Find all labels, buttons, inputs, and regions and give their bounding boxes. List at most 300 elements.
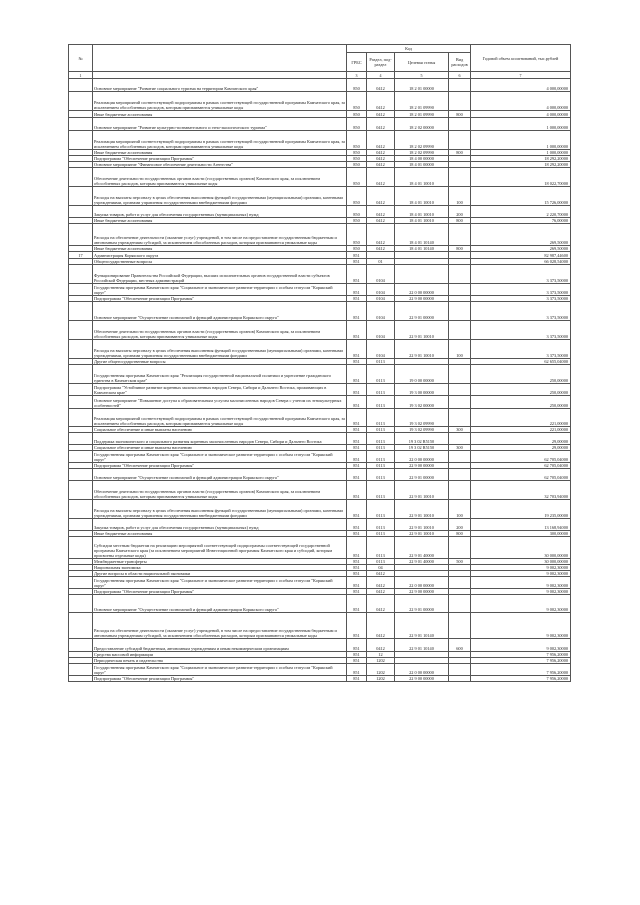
row-name: Иные бюджетные ассигнования — [93, 531, 347, 537]
row-vr — [449, 676, 471, 682]
row-sum: 15 726,00000 — [471, 187, 571, 206]
row-vr: 100 — [449, 340, 471, 359]
row-razdel: 0104 — [367, 340, 395, 359]
row-csr: 18 4 01 10140 — [395, 224, 449, 246]
row-grbs: 851 — [347, 259, 367, 265]
header-csr: Целевая статья — [395, 53, 449, 72]
row-vr — [449, 131, 471, 150]
row-razdel: 0412 — [367, 118, 395, 131]
row-csr: 18 4 01 10010 — [395, 218, 449, 224]
row-name: Межбюджетные трансферты — [93, 559, 347, 565]
row-vr: 200 — [449, 519, 471, 531]
table-row — [69, 224, 571, 246]
row-grbs: 851 — [347, 409, 367, 427]
row-sum: 18 292,20000 — [471, 156, 571, 162]
row-razdel: 0104 — [367, 284, 395, 296]
row-csr: 22 0 00 00000 — [395, 664, 449, 676]
row-vr: 800 — [449, 150, 471, 156]
row-name: Расходы на обеспечение деятельности (оказание услуг) учреждений, в том числе на предоставление государственным бюджетным и автономным учреждениям субсидий, за исключением обособленных расходов, которым присваиваются уникальные коды — [93, 224, 347, 246]
row-name: Иные бюджетные ассигнования — [93, 218, 347, 224]
row-sum: 30 000,00000 — [471, 559, 571, 565]
row-sum: 250,00000 — [471, 365, 571, 384]
row-sum: 9 002,30000 — [471, 595, 571, 613]
row-csr: 19 3 02 09990 — [395, 427, 449, 433]
row-name: Основное мероприятие "Финансовое обеспечение деятельности Агентства" — [93, 162, 347, 168]
row-name: Подпрограмма "Устойчивое развитие коренных малочисленных народов Севера, Сибири и Дальнего Востока, проживающих в Камчатском крае" — [93, 384, 347, 396]
row-razdel: 0412 — [367, 595, 395, 613]
row-name: Подпрограмма "Обеспечение реализации Программы" — [93, 589, 347, 595]
table-row — [69, 481, 571, 500]
row-number — [69, 451, 93, 463]
row-csr: 18 2 02 09990 — [395, 150, 449, 156]
table-row — [69, 537, 571, 559]
row-number — [69, 79, 93, 92]
row-grbs: 851 — [347, 577, 367, 589]
row-name: Государственная программа Камчатского края "Социальное и экономическое развитие территории с особым статусом "Корякский округ" — [93, 577, 347, 589]
table-row — [69, 519, 571, 531]
row-csr: 22 9 01 10010 — [395, 340, 449, 359]
row-name: Основное мероприятие "Развитие культурно-познавательного и этно-экологического туризма" — [93, 118, 347, 131]
row-vr: 800 — [449, 111, 471, 118]
row-razdel: 0113 — [367, 409, 395, 427]
row-csr: 22 9 01 10140 — [395, 639, 449, 652]
table-row — [69, 118, 571, 131]
row-razdel: 0412 — [367, 162, 395, 168]
row-csr: 19 3 02 00000 — [395, 396, 449, 409]
table-row — [69, 595, 571, 613]
row-sum: 9 002,30000 — [471, 577, 571, 589]
row-vr — [449, 537, 471, 559]
row-sum: 9 002,30000 — [471, 613, 571, 639]
header-num-3: 3 — [347, 72, 367, 79]
row-razdel: 0113 — [367, 559, 395, 565]
row-csr: 22 9 00 00000 — [395, 296, 449, 302]
header-sum: Годовой объем ассигнований, тыс.рублей — [471, 45, 571, 72]
row-grbs: 851 — [347, 302, 367, 321]
row-number: 17 — [69, 252, 93, 259]
row-vr — [449, 409, 471, 427]
row-sum: 2 220,70000 — [471, 206, 571, 218]
row-grbs: 851 — [347, 396, 367, 409]
row-number — [69, 396, 93, 409]
row-csr: 22 9 01 00000 — [395, 595, 449, 613]
row-razdel: 0113 — [367, 365, 395, 384]
row-razdel: 1202 — [367, 676, 395, 682]
row-razdel: 0104 — [367, 296, 395, 302]
row-number — [69, 676, 93, 682]
row-vr — [449, 321, 471, 340]
table-row — [69, 302, 571, 321]
row-grbs: 851 — [347, 500, 367, 519]
row-sum: 250,00000 — [471, 384, 571, 396]
row-razdel: 0412 — [367, 150, 395, 156]
row-name: Функционирование Правительства Российской Федерации, высших исполнительных органов государственной власти субъектов Российской Федерации, местных администраций — [93, 265, 347, 284]
row-csr: 19 3 00 00000 — [395, 384, 449, 396]
row-sum: 29,00000 — [471, 433, 571, 445]
row-razdel: 0412 — [367, 206, 395, 218]
row-razdel: 0113 — [367, 463, 395, 469]
table-row — [69, 676, 571, 682]
budget-table-body — [69, 79, 571, 682]
row-grbs: 850 — [347, 224, 367, 246]
row-csr — [395, 252, 449, 259]
row-razdel: 0113 — [367, 427, 395, 433]
header-name — [93, 45, 347, 72]
row-razdel: 0412 — [367, 577, 395, 589]
row-vr — [449, 168, 471, 187]
row-number — [69, 639, 93, 652]
header-row — [69, 45, 571, 53]
row-csr: 22 9 01 40000 — [395, 537, 449, 559]
row-razdel: 0113 — [367, 519, 395, 531]
row-name: Субсидии местным бюджетам на реализацию мероприятий соответствующей подпрограммы соответствующей государственной программы Камчатского края (за исключением мероприятий Инвестиционной программы Камчатского края и субсидий, которым присвоены отдельные коды) — [93, 537, 347, 559]
row-grbs: 851 — [347, 321, 367, 340]
row-csr: 22 9 00 00000 — [395, 676, 449, 682]
row-name: Основное мероприятие "Повышение доступа к образовательным услугам малочисленных народов Севера с учетом их этнокультурных особенностей" — [93, 396, 347, 409]
row-razdel: 0412 — [367, 111, 395, 118]
row-name: Реализация мероприятий соответствующей подпрограммы в рамках соответствующей государственной программы Камчатского края, за исключением обособленных расходов, которым присваиваются уникальные коды — [93, 131, 347, 150]
row-name: Основное мероприятие "Осуществление полномочий и функций администрации Корякского округа" — [93, 595, 347, 613]
row-sum: 7 956,20000 — [471, 676, 571, 682]
row-csr: 19 3 02 R5150 — [395, 433, 449, 445]
row-name: Социальное обеспечение и иные выплаты населению — [93, 445, 347, 451]
row-razdel: 0113 — [367, 469, 395, 481]
row-grbs: 851 — [347, 252, 367, 259]
row-sum: 300,00000 — [471, 531, 571, 537]
row-number — [69, 365, 93, 384]
row-csr: 18 2 01 09990 — [395, 111, 449, 118]
row-vr: 200 — [449, 206, 471, 218]
row-razdel: 0412 — [367, 131, 395, 150]
row-vr: 100 — [449, 187, 471, 206]
row-number — [69, 224, 93, 246]
row-razdel: 0113 — [367, 481, 395, 500]
table-row — [69, 252, 571, 259]
header-num-1: 1 — [69, 72, 93, 79]
row-name: Подпрограмма "Обеспечение реализации Программы" — [93, 296, 347, 302]
row-number — [69, 111, 93, 118]
row-name: Средства массовой информации — [93, 652, 347, 658]
row-name: Обеспечение деятельности государственных органов власти (государственных органов) Камчатского края, за исключением обособленных расходов, которым присваиваются уникальные коды — [93, 321, 347, 340]
row-razdel: 12 — [367, 652, 395, 658]
row-name: Расходы на выплаты персоналу в целях обеспечения выполнения функций государственными (муниципальными) органами, казенными учреждениями, органами управления государственными внебюджетными фондами — [93, 340, 347, 359]
row-grbs: 851 — [347, 639, 367, 652]
row-name: Предоставление субсидий бюджетным, автономным учреждениям и иным некоммерческим организациям — [93, 639, 347, 652]
table-row — [69, 500, 571, 519]
row-sum: 29,00000 — [471, 445, 571, 451]
row-number — [69, 613, 93, 639]
row-sum: 18 292,20000 — [471, 162, 571, 168]
table-row — [69, 168, 571, 187]
row-grbs: 850 — [347, 206, 367, 218]
row-csr: 22 0 00 00000 — [395, 577, 449, 589]
row-csr: 18 2 02 00000 — [395, 118, 449, 131]
row-razdel: 0104 — [367, 321, 395, 340]
row-name: Другие вопросы в области национальной экономики — [93, 571, 347, 577]
row-csr: 18 2 01 09990 — [395, 92, 449, 111]
row-grbs: 850 — [347, 218, 367, 224]
row-grbs: 850 — [347, 246, 367, 252]
row-sum: 7 956,20000 — [471, 658, 571, 664]
table-row — [69, 451, 571, 463]
row-csr: 22 9 01 10010 — [395, 481, 449, 500]
row-name: Расходы на обеспечение деятельности (оказание услуг) учреждений, в том числе на предоставление государственным бюджетным и автономным учреждениям субсидий, за исключением обособленных расходов, которым присваиваются уникальные коды — [93, 613, 347, 639]
header-num-4: 4 — [367, 72, 395, 79]
row-razdel: 0412 — [367, 224, 395, 246]
row-vr — [449, 365, 471, 384]
row-name: Закупка товаров, работ и услуг для обеспечения государственных (муниципальных) нужд — [93, 206, 347, 218]
row-grbs: 851 — [347, 463, 367, 469]
row-grbs: 851 — [347, 613, 367, 639]
row-number — [69, 302, 93, 321]
row-razdel: 0113 — [367, 445, 395, 451]
row-number — [69, 168, 93, 187]
row-grbs: 851 — [347, 359, 367, 365]
row-grbs: 851 — [347, 537, 367, 559]
row-razdel: 1202 — [367, 658, 395, 664]
row-sum: 62 705,04000 — [471, 451, 571, 463]
row-razdel: 0412 — [367, 246, 395, 252]
row-grbs: 851 — [347, 658, 367, 664]
table-row — [69, 396, 571, 409]
table-row — [69, 265, 571, 284]
row-name: Подпрограмма "Обеспечение реализации Программы" — [93, 463, 347, 469]
row-sum: 4 000,00000 — [471, 92, 571, 111]
row-sum: 62 705,04000 — [471, 463, 571, 469]
table-row — [69, 111, 571, 118]
header-number-row — [69, 72, 571, 79]
row-number — [69, 284, 93, 296]
row-number — [69, 469, 93, 481]
row-csr: 22 9 00 00000 — [395, 463, 449, 469]
row-name: Поддержка экономического и социального развития коренных малочисленных народов Севера, Сибири и Дальнего Востока — [93, 433, 347, 445]
row-razdel: 0412 — [367, 218, 395, 224]
row-vr — [449, 302, 471, 321]
row-number — [69, 481, 93, 500]
row-grbs: 850 — [347, 162, 367, 168]
row-csr: 22 9 00 00000 — [395, 589, 449, 595]
row-vr — [449, 613, 471, 639]
row-name: Обеспечение деятельности государственных органов власти (государственных органов) Камчатского края, за исключением обособленных расходов, которым присваиваются уникальные коды — [93, 481, 347, 500]
row-number — [69, 433, 93, 445]
row-csr: 22 9 01 10010 — [395, 500, 449, 519]
row-grbs: 850 — [347, 187, 367, 206]
row-sum: 62 705,04000 — [471, 469, 571, 481]
row-name: Государственная программа Камчатского края "Реализация государственной национальной политики и укрепление гражданского единства в Камчатском крае" — [93, 365, 347, 384]
row-csr: 22 9 01 00000 — [395, 302, 449, 321]
row-name: Основное мероприятие "Осуществление полномочий и функций администрации Корякского округа" — [93, 302, 347, 321]
budget-table-sheet — [68, 44, 570, 682]
row-name: Иные бюджетные ассигнования — [93, 111, 347, 118]
row-sum: 4 000,00000 — [471, 79, 571, 92]
row-grbs: 851 — [347, 565, 367, 571]
row-sum: 3 373,50000 — [471, 302, 571, 321]
row-sum: 9 002,30000 — [471, 565, 571, 571]
header-grbs: ГРБС — [347, 53, 367, 72]
row-grbs: 851 — [347, 519, 367, 531]
row-sum: 30 000,00000 — [471, 537, 571, 559]
row-razdel: 0412 — [367, 589, 395, 595]
header-code-group: Код — [347, 45, 471, 53]
row-sum: 9 002,30000 — [471, 589, 571, 595]
row-sum: 32 703,94000 — [471, 481, 571, 500]
row-sum: 66 028,54000 — [471, 259, 571, 265]
row-name: Основное мероприятие "Осуществление полномочий и функций администрации Корякского округа" — [93, 469, 347, 481]
table-row — [69, 79, 571, 92]
row-number — [69, 577, 93, 589]
table-row — [69, 92, 571, 111]
row-name: Государственная программа Камчатского края "Социальное и экономическое развитие территории с особым статусом "Корякский округ" — [93, 284, 347, 296]
row-razdel: 0412 — [367, 187, 395, 206]
row-razdel: 0412 — [367, 92, 395, 111]
row-grbs: 851 — [347, 384, 367, 396]
row-csr: 22 9 01 00000 — [395, 469, 449, 481]
row-number — [69, 409, 93, 427]
row-csr: 22 9 01 10010 — [395, 321, 449, 340]
row-sum: 3 373,50000 — [471, 340, 571, 359]
row-grbs: 850 — [347, 111, 367, 118]
row-vr: 800 — [449, 531, 471, 537]
table-row — [69, 340, 571, 359]
row-name: Администрация Корякского округа — [93, 252, 347, 259]
row-name: Периодическая печать и издательства — [93, 658, 347, 664]
table-row — [69, 577, 571, 589]
row-razdel — [367, 252, 395, 259]
row-csr: 22 0 00 00000 — [395, 284, 449, 296]
row-grbs: 851 — [347, 664, 367, 676]
row-name: Иные бюджетные ассигнования — [93, 150, 347, 156]
row-sum: 3 373,50000 — [471, 284, 571, 296]
table-row — [69, 187, 571, 206]
row-vr: 500 — [449, 559, 471, 565]
row-vr — [449, 469, 471, 481]
row-sum: 7 956,20000 — [471, 652, 571, 658]
header-razdel: Раздел, под-раздел — [367, 53, 395, 72]
row-grbs: 851 — [347, 365, 367, 384]
row-razdel: 0412 — [367, 639, 395, 652]
row-number — [69, 500, 93, 519]
row-name: Расходы на выплаты персоналу в целях обеспечения выполнения функций государственными (муниципальными) органами, казенными учреждениями, органами управления государственными внебюджетными фондами — [93, 500, 347, 519]
row-vr — [449, 79, 471, 92]
row-sum: 1 000,00000 — [471, 150, 571, 156]
row-vr: 300 — [449, 445, 471, 451]
row-razdel: 0113 — [367, 537, 395, 559]
table-row — [69, 284, 571, 296]
row-name: Основное мероприятие "Развитие социального туризма на территории Камчатского края" — [93, 79, 347, 92]
row-sum: 1 000,00000 — [471, 118, 571, 131]
row-vr: 600 — [449, 639, 471, 652]
table-row — [69, 206, 571, 218]
row-sum: 62 655,04000 — [471, 359, 571, 365]
row-name: Реализация мероприятий соответствующей подпрограммы в рамках соответствующей государственной программы Камчатского края, за исключением обособленных расходов, которым присваиваются уникальные коды — [93, 409, 347, 427]
row-grbs: 850 — [347, 168, 367, 187]
row-grbs: 850 — [347, 92, 367, 111]
row-grbs: 851 — [347, 652, 367, 658]
row-grbs: 851 — [347, 427, 367, 433]
row-vr — [449, 577, 471, 589]
row-vr — [449, 265, 471, 284]
row-sum: 76,00000 — [471, 218, 571, 224]
row-razdel: 0113 — [367, 359, 395, 365]
row-razdel: 0412 — [367, 613, 395, 639]
row-name: Обеспечение деятельности государственных органов власти (государственных органов) Камчатского края, за исключением обособленных расходов, которым присваиваются уникальные коды — [93, 168, 347, 187]
row-sum: 7 956,20000 — [471, 664, 571, 676]
table-row — [69, 433, 571, 445]
table-row — [69, 469, 571, 481]
row-sum: 4 000,00000 — [471, 111, 571, 118]
table-row — [69, 131, 571, 150]
row-razdel: 0412 — [367, 79, 395, 92]
row-vr — [449, 433, 471, 445]
row-sum: 19 235,00000 — [471, 500, 571, 519]
row-name: Подпрограмма "Обеспечение реализации Программы" — [93, 156, 347, 162]
row-grbs: 851 — [347, 481, 367, 500]
row-grbs: 851 — [347, 571, 367, 577]
row-razdel: 1202 — [367, 664, 395, 676]
row-sum: 269,50000 — [471, 246, 571, 252]
row-sum: 3 373,50000 — [471, 296, 571, 302]
row-csr: 19 0 00 00000 — [395, 365, 449, 384]
row-sum: 13 168,94000 — [471, 519, 571, 531]
header-num-6: 6 — [449, 72, 471, 79]
row-vr — [449, 384, 471, 396]
row-razdel: 0113 — [367, 433, 395, 445]
row-grbs: 851 — [347, 676, 367, 682]
row-vr — [449, 481, 471, 500]
row-csr: 18 4 01 10140 — [395, 246, 449, 252]
row-grbs: 850 — [347, 131, 367, 150]
row-razdel: 0113 — [367, 384, 395, 396]
row-csr: 18 4 00 00000 — [395, 156, 449, 162]
row-sum: 9 002,30000 — [471, 639, 571, 652]
row-csr: 22 0 00 00000 — [395, 451, 449, 463]
row-name: Закупка товаров, работ и услуг для обеспечения государственных (муниципальных) нужд — [93, 519, 347, 531]
row-grbs: 850 — [347, 156, 367, 162]
row-csr: 18 4 01 10010 — [395, 168, 449, 187]
row-grbs: 851 — [347, 531, 367, 537]
row-csr — [395, 265, 449, 284]
row-grbs: 850 — [347, 150, 367, 156]
row-csr: 18 4 01 10010 — [395, 187, 449, 206]
row-sum: 3 373,50000 — [471, 265, 571, 284]
row-sum: 250,00000 — [471, 396, 571, 409]
row-csr: 22 9 01 10010 — [395, 519, 449, 531]
row-razdel: 0104 — [367, 265, 395, 284]
table-row — [69, 664, 571, 676]
row-number — [69, 265, 93, 284]
row-csr: 18 4 01 00000 — [395, 162, 449, 168]
row-csr: 18 4 01 10010 — [395, 206, 449, 218]
row-name: Иные бюджетные ассигнования — [93, 246, 347, 252]
row-vr: 100 — [449, 500, 471, 519]
row-number — [69, 384, 93, 396]
row-name: Общегосударственные вопросы — [93, 259, 347, 265]
row-razdel: 0104 — [367, 302, 395, 321]
row-vr: 800 — [449, 218, 471, 224]
row-vr — [449, 595, 471, 613]
row-vr — [449, 92, 471, 111]
table-row — [69, 613, 571, 639]
table-row — [69, 409, 571, 427]
row-csr: 18 2 01 00000 — [395, 79, 449, 92]
row-sum: 269,50000 — [471, 224, 571, 246]
header-num-2 — [93, 72, 347, 79]
header-num: № — [69, 45, 93, 72]
row-sum: 18 022,70000 — [471, 168, 571, 187]
row-sum: 3 373,50000 — [471, 321, 571, 340]
row-number — [69, 321, 93, 340]
row-vr — [449, 118, 471, 131]
